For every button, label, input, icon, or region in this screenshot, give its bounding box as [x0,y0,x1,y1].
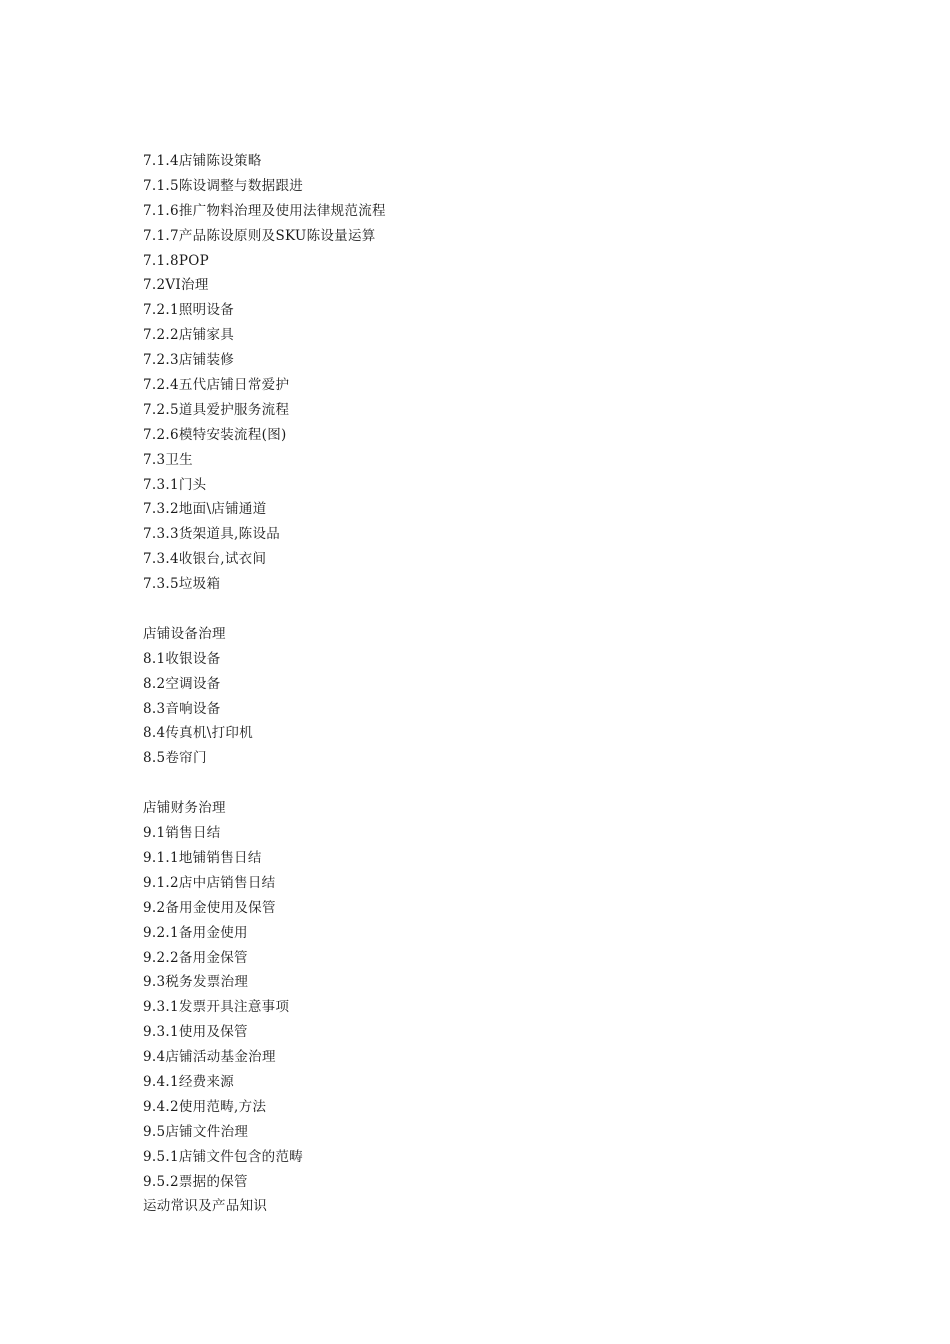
toc-entry: 7.3.1门头 [143,476,207,493]
toc-entry: 9.1销售日结 [143,825,221,842]
toc-entry: 9.5.2票据的保管 [143,1173,248,1190]
table-of-contents [143,149,843,1219]
toc-entry: 7.3.2地面\店铺通道 [143,501,267,518]
toc-entry: 7.2.6模特安装流程(图) [143,426,287,443]
toc-entry: 7.1.5陈设调整与数据跟进 [143,177,304,194]
toc-entry: 7.2.3店铺装修 [143,352,235,369]
toc-entry: 9.4.2使用范畴,方法 [143,1098,267,1115]
toc-entry: 9.5店铺文件治理 [143,1123,249,1140]
toc-entry: 7.1.6推广物料治理及使用法律规范流程 [143,202,386,219]
toc-entry: 8.5卷帘门 [143,750,207,767]
toc-entry: 8.1收银设备 [143,650,221,667]
toc-entry: 9.2.2备用金保管 [143,949,248,966]
toc-entry: 7.3.3货架道具,陈设品 [143,526,281,543]
toc-entry: 9.4.1经费来源 [143,1073,235,1090]
toc-entry: 7.3.4收银台,试衣间 [143,551,267,568]
toc-entry: 9.3税务发票治理 [143,974,249,991]
section-spacer [143,597,843,622]
section-8-list [143,622,843,771]
toc-entry: 7.2.4五代店铺日常爱护 [143,377,290,394]
section-9-list [143,796,843,1219]
toc-entry: 7.3.5垃圾箱 [143,576,221,593]
toc-entry: 8.4传真机\打印机 [143,725,254,742]
toc-entry: 9.1.2店中店销售日结 [143,874,276,891]
toc-entry: 7.2.5道具爱护服务流程 [143,401,290,418]
section-7-list [143,149,843,597]
toc-entry: 7.1.7产品陈设原则及SKU陈设量运算 [143,227,376,244]
toc-entry: 9.4店铺活动基金治理 [143,1049,276,1066]
toc-entry: 9.3.1使用及保管 [143,1024,248,1041]
toc-entry: 9.3.1发票开具注意事项 [143,999,290,1016]
section-heading: 店铺财务治理 [143,800,226,817]
toc-entry: 7.3卫生 [143,451,193,468]
toc-entry: 7.2VI治理 [143,277,209,294]
toc-entry: 8.2空调设备 [143,675,221,692]
section-heading: 店铺设备治理 [143,625,226,642]
toc-entry: 9.2备用金使用及保管 [143,899,276,916]
toc-entry: 8.3音响设备 [143,700,221,717]
toc-entry: 9.1.1地铺销售日结 [143,849,262,866]
toc-entry: 9.2.1备用金使用 [143,924,248,941]
section-spacer [143,771,843,796]
toc-entry: 9.5.1店铺文件包含的范畴 [143,1148,304,1165]
toc-entry: 7.2.1照明设备 [143,302,235,319]
toc-entry: 7.1.8POP [143,252,209,269]
toc-entry: 7.1.4店铺陈设策略 [143,153,262,169]
section-heading: 运动常识及产品知识 [143,1198,268,1215]
toc-entry: 7.2.2店铺家具 [143,327,235,344]
